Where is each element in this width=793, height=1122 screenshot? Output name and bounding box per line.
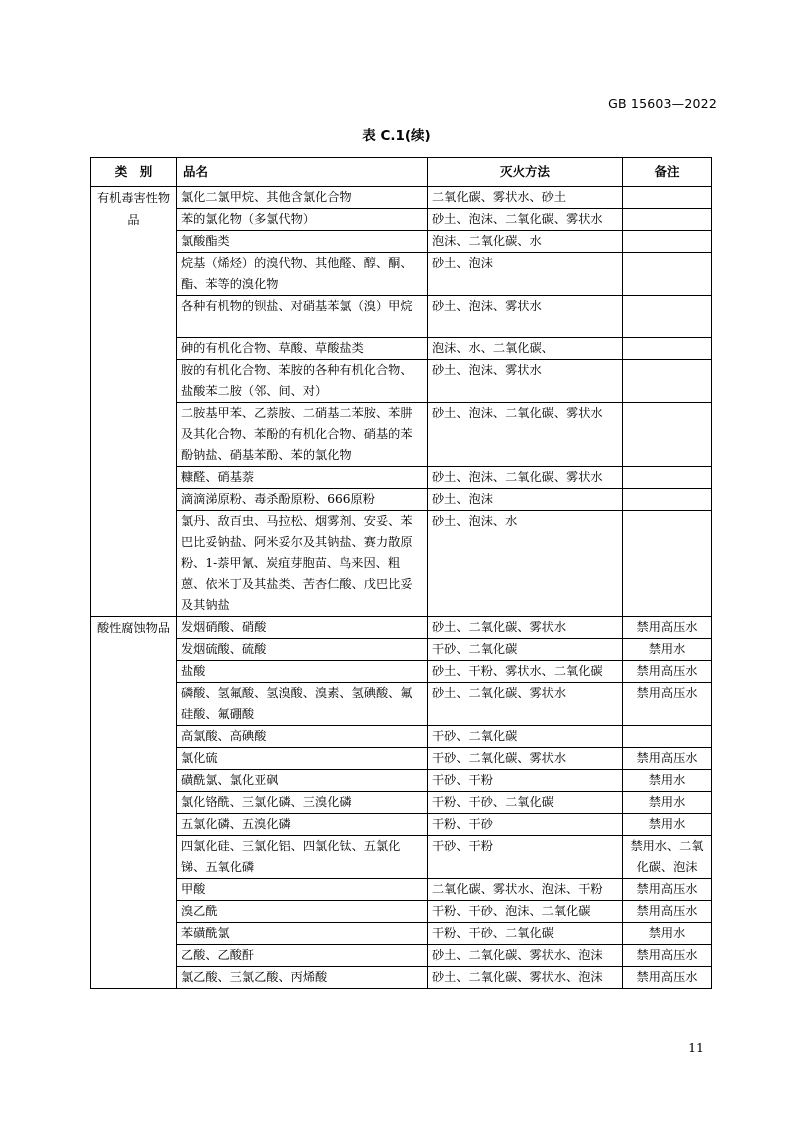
page-number: 11 [688,1040,704,1055]
product-name-cell: 烷基（烯烃）的溴代物、其他醛、醇、酮、酯、苯等的溴化物 [177,253,428,296]
table-row [91,253,712,296]
column-header-name: 品名 [177,158,428,187]
table-row [91,945,712,967]
standard-code: GB 15603—2022 [608,96,717,111]
product-name-cell: 氯化硫 [177,748,428,770]
extinguishing-method-cell: 干砂、二氧化碳、雾状水 [428,748,623,770]
extinguishing-method-cell: 泡沫、二氧化碳、水 [428,231,623,253]
category-cell: 酸性腐蚀物品 [91,617,177,989]
note-cell [623,403,712,467]
note-cell [623,253,712,296]
product-name-cell: 五氯化磷、五溴化磷 [177,814,428,836]
fire-extinguishing-table [90,157,712,989]
extinguishing-method-cell: 干砂、干粉 [428,770,623,792]
table-row [91,617,712,639]
product-name-cell: 氯乙酸、三氯乙酸、丙烯酸 [177,967,428,989]
note-cell: 禁用高压水 [623,945,712,967]
note-cell [623,467,712,489]
extinguishing-method-cell: 砂土、二氧化碳、雾状水 [428,617,623,639]
note-cell: 禁用高压水 [623,879,712,901]
table-row [91,814,712,836]
extinguishing-method-cell: 砂土、泡沫、二氧化碳、雾状水 [428,209,623,231]
note-cell [623,726,712,748]
note-cell: 禁用高压水 [623,748,712,770]
extinguishing-method-cell: 砂土、二氧化碳、雾状水 [428,683,623,726]
table-row [91,726,712,748]
extinguishing-method-cell: 砂土、泡沫 [428,489,623,511]
product-name-cell: 四氯化硅、三氯化铝、四氯化钛、五氯化锑、五氧化磷 [177,836,428,879]
note-cell [623,511,712,617]
product-name-cell: 各种有机物的钡盐、对硝基苯氯（溴）甲烷 [177,296,428,338]
table-row [91,770,712,792]
note-cell: 禁用水 [623,792,712,814]
column-header-method: 灭火方法 [428,158,623,187]
extinguishing-method-cell: 砂土、泡沫、水 [428,511,623,617]
note-cell: 禁用水 [623,923,712,945]
note-cell: 禁用高压水 [623,683,712,726]
extinguishing-method-cell: 干粉、干砂 [428,814,623,836]
product-name-cell: 糠醛、硝基萘 [177,467,428,489]
table-body [91,187,712,989]
extinguishing-method-cell: 干粉、干砂、二氧化碳 [428,792,623,814]
note-cell: 禁用水 [623,814,712,836]
product-name-cell: 胺的有机化合物、苯胺的各种有机化合物、盐酸苯二胺（邻、间、对） [177,360,428,403]
note-cell [623,338,712,360]
table-row [91,836,712,879]
product-name-cell: 发烟硫酸、硫酸 [177,639,428,661]
product-name-cell: 氯化铬酰、三氯化磷、三溴化磷 [177,792,428,814]
product-name-cell: 氯化二氯甲烷、其他含氯化合物 [177,187,428,209]
table-row [91,467,712,489]
extinguishing-method-cell: 干砂、二氧化碳 [428,639,623,661]
table-row [91,296,712,338]
extinguishing-method-cell: 砂土、干粉、雾状水、二氧化碳 [428,661,623,683]
extinguishing-method-cell: 砂土、泡沫 [428,253,623,296]
extinguishing-method-cell: 二氧化碳、雾状水、泡沫、干粉 [428,879,623,901]
extinguishing-method-cell: 干粉、干砂、泡沫、二氧化碳 [428,901,623,923]
table-row [91,209,712,231]
product-name-cell: 磷酸、氢氟酸、氢溴酸、溴素、氢碘酸、氟硅酸、氟硼酸 [177,683,428,726]
note-cell [623,187,712,209]
extinguishing-method-cell: 砂土、泡沫、二氧化碳、雾状水 [428,467,623,489]
table-row [91,967,712,989]
product-name-cell: 二胺基甲苯、乙萘胺、二硝基二苯胺、苯肼及其化合物、苯酚的有机化合物、硝基的苯酚钠盐、硝基苯酚、苯的氯化物 [177,403,428,467]
extinguishing-method-cell: 砂土、二氧化碳、雾状水、泡沫 [428,945,623,967]
note-cell [623,489,712,511]
note-cell [623,209,712,231]
table-row [91,923,712,945]
extinguishing-method-cell: 二氧化碳、雾状水、砂土 [428,187,623,209]
product-name-cell: 盐酸 [177,661,428,683]
column-header-category: 类 别 [91,158,177,187]
extinguishing-method-cell: 干砂、二氧化碳 [428,726,623,748]
table-row [91,639,712,661]
product-name-cell: 发烟硝酸、硝酸 [177,617,428,639]
product-name-cell: 溴乙酰 [177,901,428,923]
table-row [91,403,712,467]
note-cell: 禁用高压水 [623,617,712,639]
table-row [91,360,712,403]
table-row [91,489,712,511]
product-name-cell: 磺酰氯、氯化亚砜 [177,770,428,792]
product-name-cell: 甲酸 [177,879,428,901]
product-name-cell: 氯丹、敌百虫、马拉松、烟雾剂、安妥、苯巴比妥钠盐、阿米妥尔及其钠盐、赛力散原粉、1-萘甲氰、炭疽芽胞苗、鸟来因、粗蒽、依米丁及其盐类、苦杏仁酸、戊巴比妥及其钠盐 [177,511,428,617]
note-cell [623,296,712,338]
table-row [91,511,712,617]
extinguishing-method-cell: 砂土、泡沫、雾状水 [428,360,623,403]
note-cell: 禁用高压水 [623,901,712,923]
extinguishing-method-cell: 干砂、干粉 [428,836,623,879]
note-cell [623,231,712,253]
note-cell: 禁用水、二氧化碳、泡沫 [623,836,712,879]
table-row [91,187,712,209]
product-name-cell: 乙酸、乙酸酐 [177,945,428,967]
product-name-cell: 砷的有机化合物、草酸、草酸盐类 [177,338,428,360]
product-name-cell: 苯的氯化物（多氯代物） [177,209,428,231]
extinguishing-method-cell: 砂土、二氧化碳、雾状水、泡沫 [428,967,623,989]
extinguishing-method-cell: 泡沫、水、二氧化碳、 [428,338,623,360]
note-cell: 禁用高压水 [623,967,712,989]
table-row [91,661,712,683]
product-name-cell: 氯酸酯类 [177,231,428,253]
product-name-cell: 苯磺酰氯 [177,923,428,945]
table-row [91,748,712,770]
note-cell: 禁用高压水 [623,661,712,683]
table-row [91,231,712,253]
table-title: 表 C.1(续) [362,128,431,144]
extinguishing-method-cell: 干粉、干砂、二氧化碳 [428,923,623,945]
note-cell [623,360,712,403]
table-row [91,338,712,360]
extinguishing-method-cell: 砂土、泡沫、二氧化碳、雾状水 [428,403,623,467]
product-name-cell: 滴滴涕原粉、毒杀酚原粉、666原粉 [177,489,428,511]
category-cell: 有机毒害性物品 [91,187,177,617]
table-header-row [91,158,712,187]
table-row [91,792,712,814]
note-cell: 禁用水 [623,639,712,661]
column-header-note: 备注 [623,158,712,187]
table-row [91,879,712,901]
note-cell: 禁用水 [623,770,712,792]
product-name-cell: 高氯酸、高碘酸 [177,726,428,748]
table-row [91,901,712,923]
extinguishing-method-cell: 砂土、泡沫、雾状水 [428,296,623,338]
table-row [91,683,712,726]
